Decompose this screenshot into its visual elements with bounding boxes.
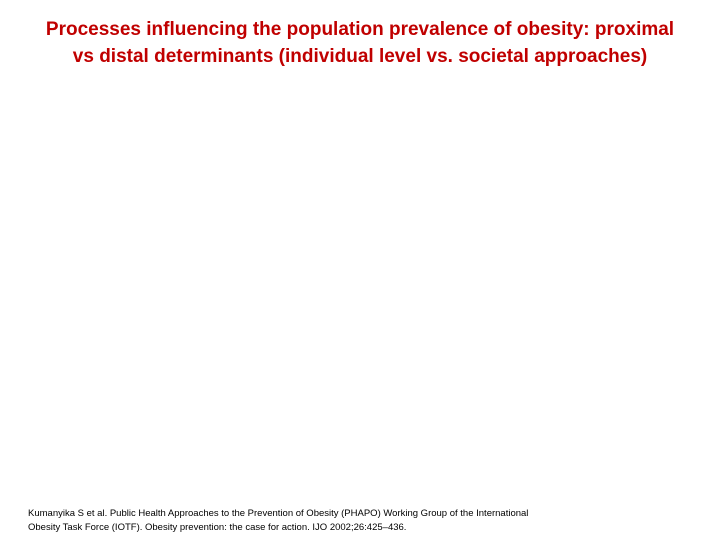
citation [28, 507, 708, 535]
citation-line-2: Obesity Task Force (IOTF). Obesity prevention: the case for action. IJO 2002;26:425–436. [28, 522, 407, 533]
citation-line-1: Kumanyika S et al. Public Health Approaches to the Prevention of Obesity (PHAPO) Working Group of the International [28, 508, 529, 519]
slide-content-area [20, 80, 700, 500]
slide-title-line-1: Processes influencing the population prevalence of obesity: proximal [45, 19, 675, 40]
slide-title [0, 16, 720, 70]
slide-title-line-2: vs distal determinants (individual level vs. societal approaches) [72, 46, 648, 67]
